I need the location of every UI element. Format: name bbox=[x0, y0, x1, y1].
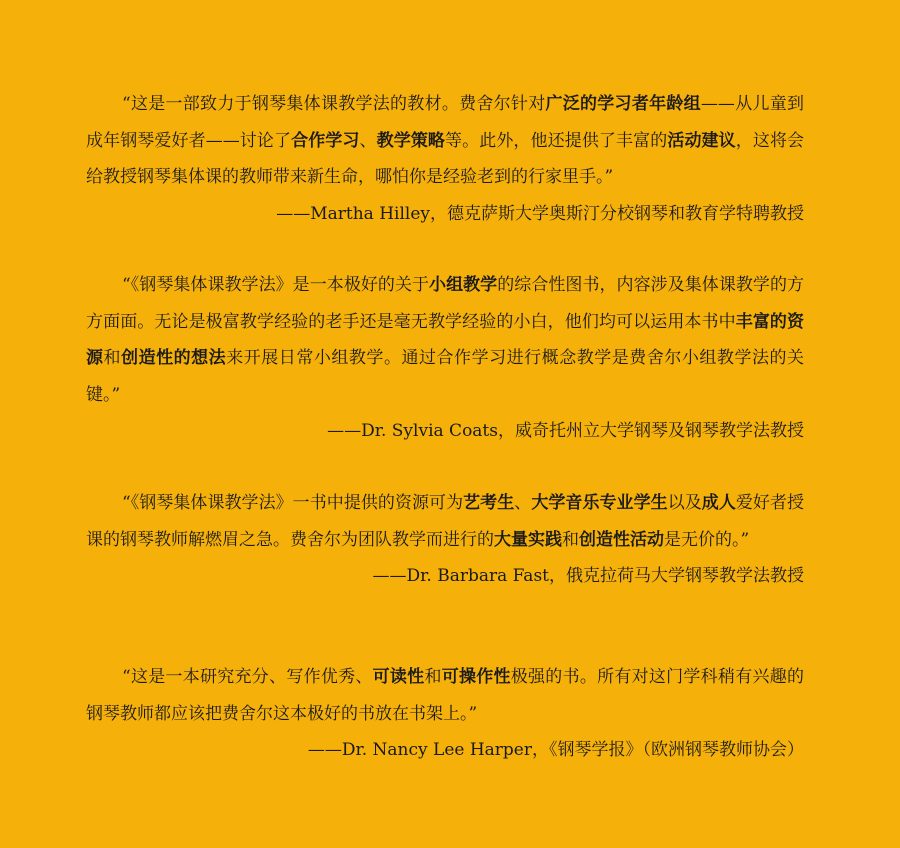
quote-text: “这是一本研究充分、写作优秀、可读性和可操作性极强的书。所有对这门学科稍有兴趣的钢琴教师都应该把费舍尔这本极好的书放在书架上。” bbox=[86, 667, 805, 724]
quote-block bbox=[86, 267, 804, 450]
quote-attribution: ——Dr. Barbara Fast，俄克拉荷马大学钢琴教学法教授 bbox=[372, 566, 804, 586]
quote-attribution: ——Dr. Sylvia Coats，威奇托州立大学钢琴及钢琴教学法教授 bbox=[327, 421, 804, 441]
quote-text: “《钢琴集体课教学法》一书中提供的资源可为艺考生、大学音乐专业学生以及成人爱好者授课的钢琴教师解燃眉之急。费舍尔为团队教学而进行的大量实践和创造性活动是无价的。” bbox=[86, 493, 805, 550]
quote-block bbox=[86, 659, 804, 769]
quote-block bbox=[86, 485, 804, 595]
quote-attribution: ——Dr. Nancy Lee Harper，《钢琴学报》（欧洲钢琴教师协会） bbox=[307, 740, 804, 760]
quote-block bbox=[86, 86, 804, 232]
quote-text: “这是一部致力于钢琴集体课教学法的教材。费舍尔针对广泛的学习者年龄组——从儿童到成年钢琴爱好者——讨论了合作学习、教学策略等。此外，他还提供了丰富的活动建议，这将会给教授钢琴集体课的教师带来新生命，哪怕你是经验老到的行家里手。” bbox=[86, 94, 805, 187]
quote-attribution: ——Martha Hilley，德克萨斯大学奥斯汀分校钢琴和教育学特聘教授 bbox=[276, 203, 804, 224]
quote-text: “《钢琴集体课教学法》是一本极好的关于小组教学的综合性图书，内容涉及集体课教学的方方面面。无论是极富教学经验的老手还是毫无教学经验的小白，他们均可以运用本书中丰富的资源和创造性的想法来开展日常小组教学。通过合作学习进行概念教学是费舍尔小组教学法的关键。” bbox=[86, 275, 805, 405]
